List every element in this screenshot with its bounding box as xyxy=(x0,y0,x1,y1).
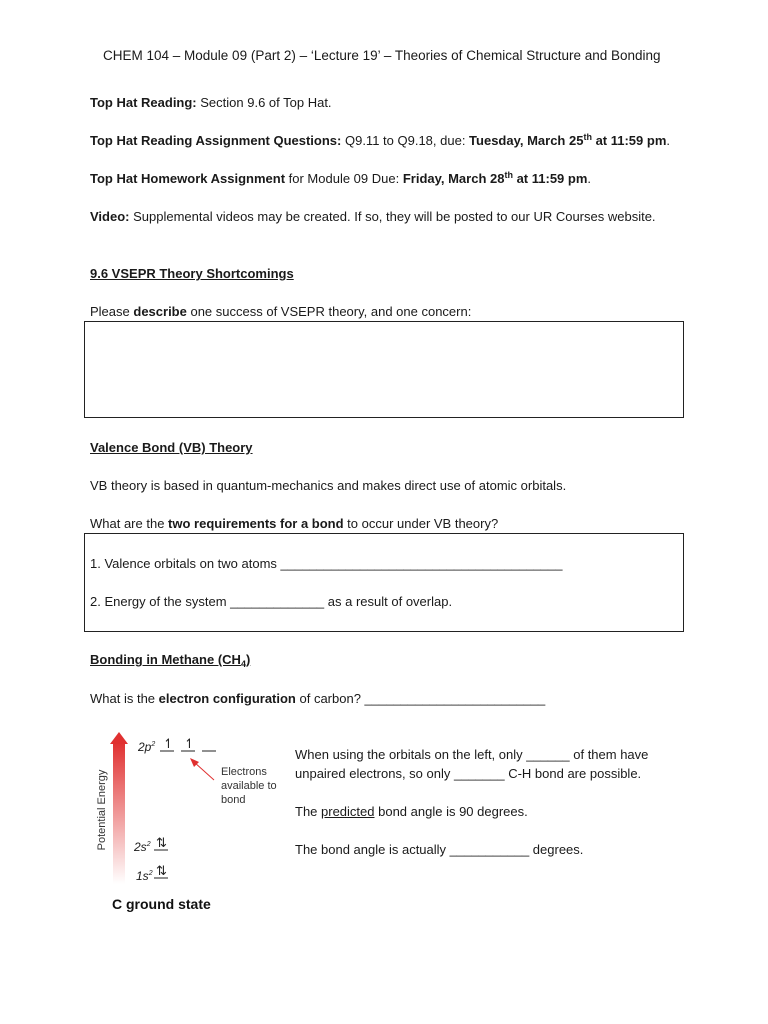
video-line xyxy=(90,209,656,224)
homework-due: Friday, March 28th at 11:59 pm xyxy=(402,170,588,186)
axis-label: Potential Energy xyxy=(96,769,108,851)
vb-question: What are the two requirements for a bond to occur under VB theory? xyxy=(90,516,499,531)
homework-line: Top Hat Homework Assignment for Module 09 Due: Friday, March 28th at 11:59 pm. xyxy=(90,170,592,186)
reading-questions-line: Top Hat Reading Assignment Questions: Q9.11 to Q9.18, due: Tuesday, March 25th at 11:59 pm. xyxy=(90,132,671,148)
annotation-arrow xyxy=(194,762,214,780)
energy-arrow-head xyxy=(110,732,128,744)
vb-requirements-box xyxy=(84,533,684,632)
electron-config-question: What is the electron configuration of carbon? _________________________ xyxy=(90,691,546,706)
vsepr-answer-box[interactable] xyxy=(84,321,684,418)
electron-2s: ⇅ xyxy=(156,836,167,851)
vb-heading: Valence Bond (VB) Theory xyxy=(90,440,253,455)
label-2s: $2s^2$ xyxy=(134,840,151,854)
energy-arrow-shaft xyxy=(113,742,125,884)
electron-1s: ⇅ xyxy=(156,864,167,879)
orbital-text-line1: When using the orbitals on the left, only ______ of them have xyxy=(295,747,649,762)
video-label: Video: xyxy=(90,209,130,224)
label-1s: $1s^2$ xyxy=(136,869,153,883)
homework-label: Top Hat Homework Assignment xyxy=(90,171,286,186)
electron-2p-2: ↿ xyxy=(184,737,195,752)
methane-heading: Bonding in Methane $(CH_4)$ xyxy=(90,652,251,669)
reading-line xyxy=(90,95,332,110)
vb-intro: VB theory is based in quantum-mechanics and makes direct use of atomic orbitals. xyxy=(90,478,567,493)
reading-label: Top Hat Reading: xyxy=(90,95,197,110)
predicted-angle: The predicted bond angle is 90 degrees. xyxy=(295,804,528,819)
annotation-line-1: Electrons xyxy=(221,766,267,778)
vb-requirement-2: 2. Energy of the system _____________ as a result of overlap. xyxy=(90,594,453,609)
orbital-text-line2: unpaired electrons, so only _______ C-H bond are possible. xyxy=(295,766,642,781)
vb-requirement-1: 1. Valence orbitals on two atoms _______________________________________ xyxy=(90,556,563,571)
vsepr-heading: 9.6 VSEPR Theory Shortcomings xyxy=(90,266,294,281)
annotation-line-3: bond xyxy=(221,794,246,806)
label-2p: $2p^2$ xyxy=(138,740,156,754)
actual-angle: The bond angle is actually ___________ degrees. xyxy=(295,842,584,857)
vsepr-prompt: Please describe one success of VSEPR theory, and one concern: xyxy=(90,304,472,319)
reading-questions-text: Q9.11 to Q9.18, due: xyxy=(341,133,470,148)
video-text: Supplemental videos may be created. If so, they will be posted to our UR Courses website. xyxy=(129,209,656,224)
annotation-line-2: available to xyxy=(221,780,277,792)
carbon-orbital-diagram xyxy=(90,728,290,928)
diagram-caption: C ground state xyxy=(112,896,211,912)
reading-text: Section 9.6 of Top Hat. xyxy=(196,95,332,110)
page-title: CHEM 104 – Module 09 (Part 2) – ‘Lecture 19’ – Theories of Chemical Structure and Bonding xyxy=(103,48,661,63)
reading-questions-due: Tuesday, March 25th at 11:59 pm xyxy=(469,132,667,148)
electron-2p-1: ↿ xyxy=(163,737,174,752)
homework-text: for Module 09 Due: xyxy=(285,171,403,186)
reading-questions-label: Top Hat Reading Assignment Questions: xyxy=(90,133,342,148)
